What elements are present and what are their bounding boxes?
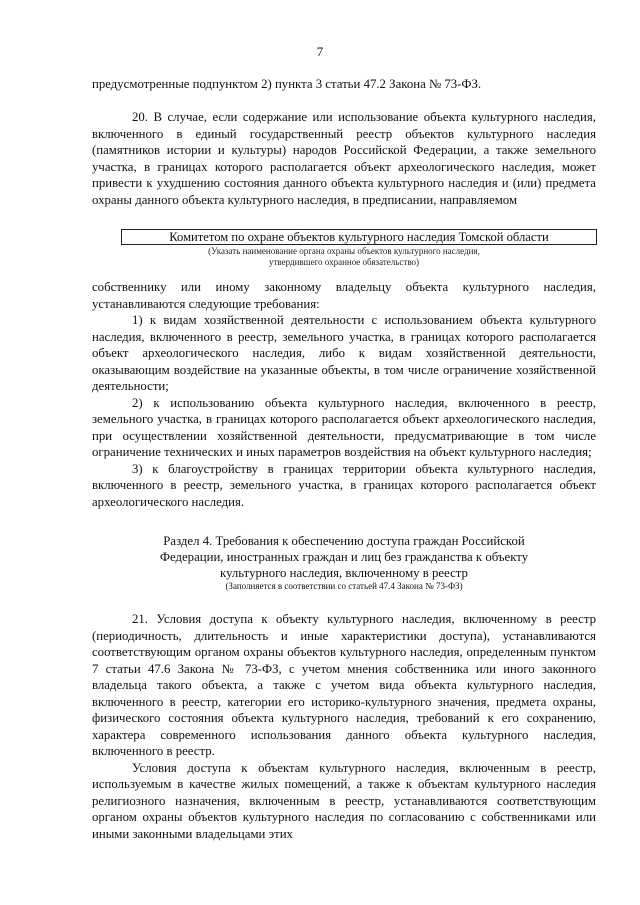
- section-4-note: (Заполняется в соответствии со статьей 47.4 Закона № 73-ФЗ): [225, 581, 463, 591]
- authority-note-2: утвердившего охранное обязательство): [269, 257, 419, 267]
- authority-note-1: (Указать наименование органа охраны объектов культурного наследия,: [208, 246, 480, 256]
- requirements-block: [92, 279, 596, 510]
- section-4-title-line-2: Федерации, иностранных граждан и лиц без гражданства к объекту: [159, 550, 529, 564]
- top-line: [92, 76, 596, 93]
- section-4-title-line-1: Раздел 4. Требования к обеспечению доступа граждан Российской: [163, 534, 525, 548]
- requirement-2: 2) к использованию объекта культурного наследия, включенного в реестр, земельного участка, в границах которого располагается объект археологического наследия, при осуществлении хозяйственной деятельности, предусматривающие в том числе ограничение технических и иных параметров воздействия на объект культурного наследия;: [92, 395, 596, 459]
- section-4-title-line-3: культурного наследия, включенному в реестр: [220, 566, 468, 580]
- section-4-title: [92, 533, 596, 581]
- paragraph-21-text: 21. Условия доступа к объекту культурного наследия, включенному в реестр (периодичность, длительность и иные характеристики доступа), устанавливаются соответствующим органом охраны объектов культурного наследия, определенным пунктом 7 статьи 47.6 Закона № 73-ФЗ, с учетом мнения собственника или иного законного владельца такого объекта, а также с учетом вида объекта культурного наследия, включенного в реестр, категории его историко-культурного значения, предмета охраны, физического состояния объекта культурного наследия, требований к его сохранению, характера современного использования данного объекта культурного наследия, включенного в реестр.: [92, 612, 596, 758]
- authority-box: Комитетом по охране объектов культурного наследия Томской области: [121, 229, 597, 245]
- paragraph-20: [92, 109, 596, 208]
- paragraph-20-text: 20. В случае, если содержание или использование объекта культурного наследия, включенного в единый государственный реестр объектов культурного наследия (памятников истории и культуры) народов Российской Федерации, а также земельного участка, в границах которого располагается объект археологического наследия, может привести к ухудшению состояния данного объекта культурного наследия и (или) предмета охраны данного объекта культурного наследия, в предписании, направляемом: [92, 110, 596, 207]
- requirement-3: 3) к благоустройству в границах территории объекта культурного наследия, включенного в реестр, земельного участка, в границах которого располагается объект археологического наследия.: [92, 461, 596, 509]
- page-number: 7: [316, 44, 324, 59]
- top-line-text: предусмотренные подпунктом 2) пункта 3 статьи 47.2 Закона № 73-ФЗ.: [92, 77, 482, 91]
- paragraph-last-text: Условия доступа к объектам культурного наследия, включенным в реестр, используемым в качестве жилых помещений, а также к объектам культурного наследия религиозного назначения, включенным в реестр, устанавливаются соответствующим органом охраны объектов культурного наследия по согласованию с собственниками или иными законными владельцами этих: [92, 760, 596, 841]
- paragraph-21: [92, 611, 596, 842]
- owner-text: собственнику или иному законному владельцу объекта культурного наследия, устанавливаются следующие требования:: [92, 280, 596, 311]
- requirement-1: 1) к видам хозяйственной деятельности с использованием объекта культурного наследия, включенного в реестр, земельного участка, в границах которого располагается объект археологического наследия, либо к видам хозяйственной деятельности, оказывающим воздействие на указанные объекты, в том числе ограничение хозяйственной деятельности;: [92, 313, 596, 393]
